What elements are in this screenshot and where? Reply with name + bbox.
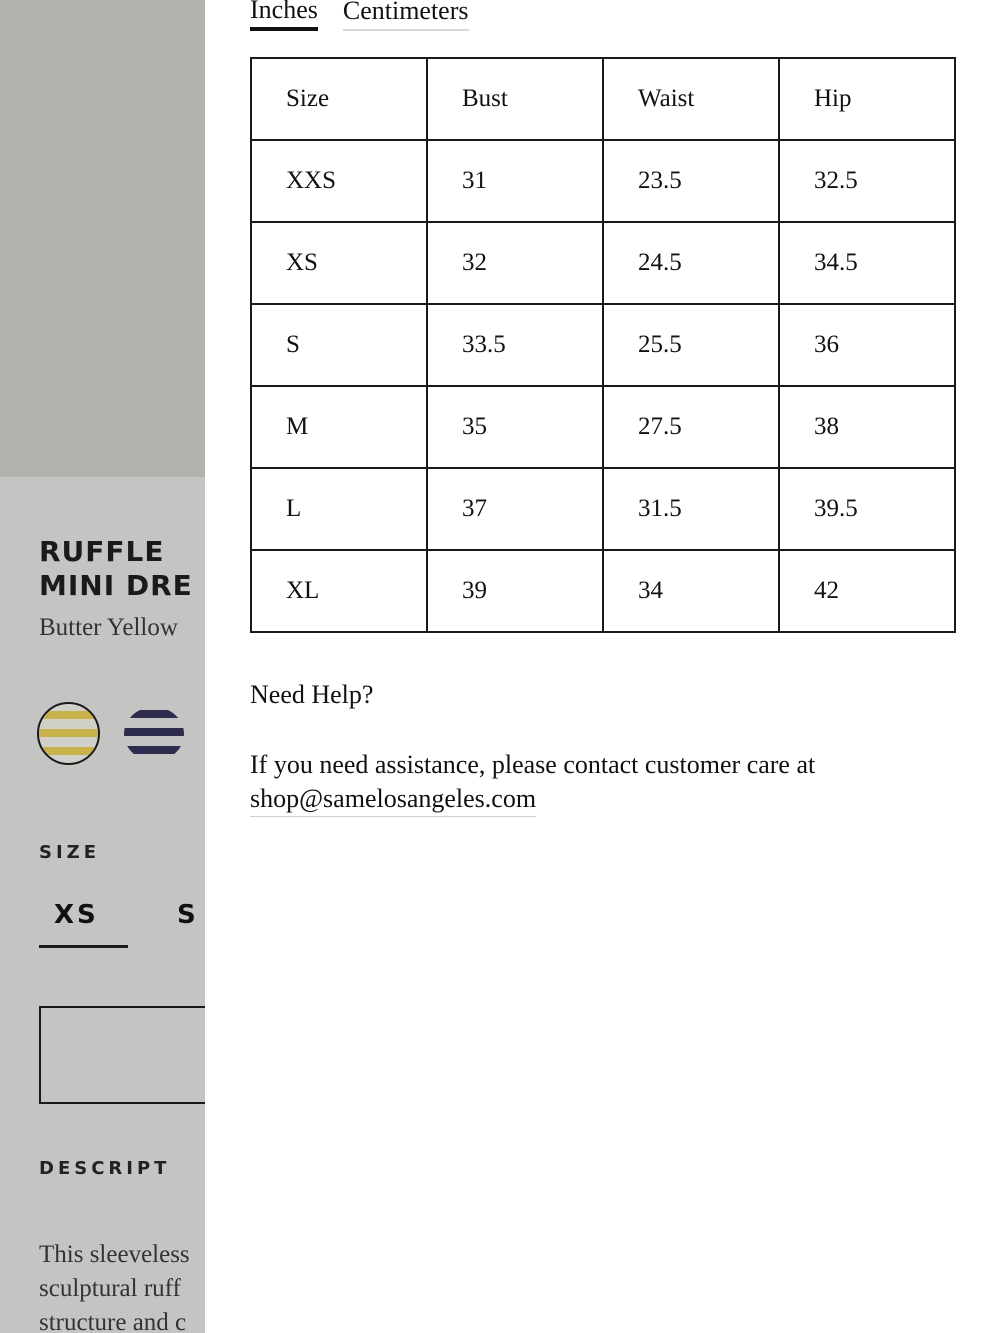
cell-waist: 34: [603, 550, 779, 632]
swatch-navy[interactable]: [124, 707, 184, 761]
description-label: DESCRIPT: [39, 1158, 171, 1179]
product-image: [0, 0, 205, 477]
header-hip: Hip: [779, 58, 955, 140]
cell-size: S: [251, 304, 427, 386]
table-header-row: [251, 58, 955, 140]
swatch-butter-yellow[interactable]: [37, 702, 100, 765]
header-waist: Waist: [603, 58, 779, 140]
cell-size: M: [251, 386, 427, 468]
table-row: [251, 468, 955, 550]
table-row: [251, 222, 955, 304]
cell-bust: 33.5: [427, 304, 603, 386]
table-row: [251, 140, 955, 222]
size-guide-drawer: [205, 0, 1000, 1333]
size-chart-table: [250, 57, 956, 633]
cell-hip: 38: [779, 386, 955, 468]
table-row: [251, 386, 955, 468]
product-title-line-1: RUFFLE: [39, 535, 165, 568]
cell-bust: 39: [427, 550, 603, 632]
cell-hip: 34.5: [779, 222, 955, 304]
product-description: [39, 1238, 205, 1333]
cell-size: XS: [251, 222, 427, 304]
size-option-xs[interactable]: XS: [54, 900, 99, 930]
cell-waist: 25.5: [603, 304, 779, 386]
unit-tabs: [250, 0, 469, 31]
cell-size: XXS: [251, 140, 427, 222]
product-title: [39, 535, 205, 603]
background-product-page[interactable]: [0, 0, 205, 1333]
cell-waist: 27.5: [603, 386, 779, 468]
size-label: SIZE: [39, 842, 101, 863]
header-bust: Bust: [427, 58, 603, 140]
cell-bust: 35: [427, 386, 603, 468]
cell-hip: 36: [779, 304, 955, 386]
help-text: If you need assistance, please contact customer care at: [250, 750, 816, 779]
cell-waist: 24.5: [603, 222, 779, 304]
product-color-name: Butter Yellow: [39, 614, 178, 641]
cell-size: XL: [251, 550, 427, 632]
table-row: [251, 304, 955, 386]
cell-hip: 32.5: [779, 140, 955, 222]
header-size: Size: [251, 58, 427, 140]
cell-hip: 42: [779, 550, 955, 632]
tab-centimeters[interactable]: Centimeters: [343, 0, 469, 31]
description-line-3: structure and c: [39, 1309, 187, 1333]
help-title: Need Help?: [250, 680, 374, 709]
product-title-line-2: MINI DRE: [39, 569, 193, 602]
description-line-2: sculptural ruff: [39, 1275, 181, 1302]
cell-hip: 39.5: [779, 468, 955, 550]
cell-size: L: [251, 468, 427, 550]
cell-bust: 37: [427, 468, 603, 550]
description-line-1: This sleeveless: [39, 1241, 190, 1268]
add-to-bag-button[interactable]: [39, 1006, 205, 1104]
cell-bust: 32: [427, 222, 603, 304]
customer-care-email-link[interactable]: shop@samelosangeles.com: [250, 782, 536, 817]
cell-bust: 31: [427, 140, 603, 222]
size-option-s[interactable]: S: [177, 900, 199, 930]
selected-size-indicator: [39, 945, 128, 948]
cell-waist: 31.5: [603, 468, 779, 550]
table-row: [251, 550, 955, 632]
tab-inches[interactable]: Inches: [250, 0, 318, 31]
cell-waist: 23.5: [603, 140, 779, 222]
